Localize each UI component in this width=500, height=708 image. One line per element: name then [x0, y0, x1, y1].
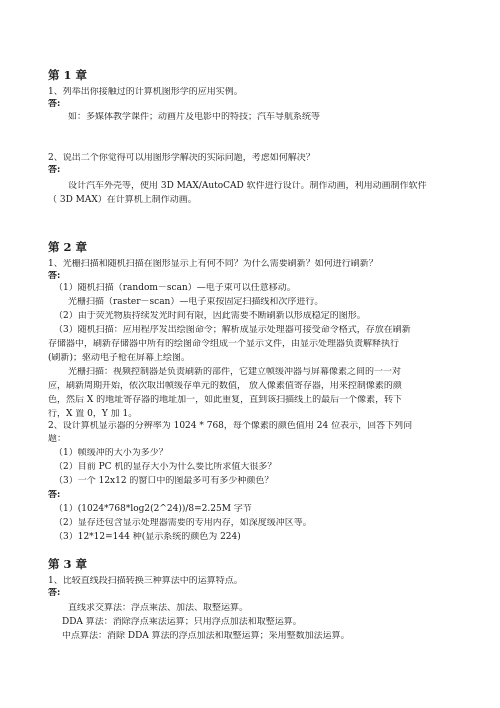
ch3-answer-label-1: 答: — [48, 588, 61, 598]
ch2-answer-1-line: (刷新)；驱动电子枪在屏幕上绘图。 — [48, 353, 191, 363]
ch2-question-2-line: 题： — [48, 434, 67, 444]
ch2-question-1: 1、光栅扫描和随机扫描在图形显示上有何不同？为什么需要刷新？如何进行刷新？ — [48, 259, 378, 269]
ch3-question-1: 1、比较直线段扫描转换三种算法中的运算特点。 — [48, 576, 243, 586]
ch2-answer-1-line: （3）随机扫描：应用程序发出绘图命令；解析成显示处理器可接受命令格式，存放在刷新 — [54, 325, 411, 335]
ch2-answer-label-2: 答: — [48, 490, 61, 500]
ch3-answer-1-line: DDA 算法：消除浮点乘法运算；只用浮点加法和取整运算。 — [62, 617, 302, 627]
ch2-answer-2-line: （3）12*12=144 种(显示系统的颜色为 224) — [54, 532, 241, 542]
ch2-answer-2-line: （1）(1024*768*log2(2^24))/8=2.25M 字节 — [54, 504, 252, 514]
ch1-answer-2-line-2: （ 3D MAX）在计算机上制作动画。 — [48, 195, 197, 205]
ch2-answer-1-line: 色，然后 X 的地址寄存器的地址加一，如此重复，直到该扫描线上的最后一个像素，转下 — [48, 395, 403, 405]
ch2-answer-1-line: （2）由于荧光物质持续发光时间有限，因此需要不断刷新以形成稳定的图形。 — [54, 311, 366, 321]
ch3-answer-1-line: 中点算法：消除 DDA 算法的浮点加法和取整运算；采用整数加法运算。 — [62, 631, 350, 641]
ch2-question-2-sub: （1）帧缓冲的大小为多少？ — [54, 448, 168, 458]
chapter-3-title: 第 3 章 — [48, 557, 88, 571]
ch2-answer-1-line: 行，X 置 0，Y 加 1。 — [48, 409, 138, 419]
ch1-question-1: 1、列举出你接触过的计算机图形学的应用实例。 — [48, 87, 243, 97]
ch1-answer-label-2: 答: — [48, 165, 61, 175]
ch2-answer-1-line: 应，刷新周期开始，依次取出帧缓存单元的数值， 放入像素值寄存器，用来控制像素的颜 — [48, 381, 402, 391]
ch1-answer-1: 如：多媒体教学课件；动画片及电影中的特技；汽车导航系统等 — [68, 112, 321, 122]
chapter-1-title: 第 1 章 — [48, 68, 88, 82]
ch2-answer-1-line: 光栅扫描（raster－scan）—电子束按固定扫描线和次序进行。 — [68, 297, 324, 307]
ch1-answer-label-1: 答: — [48, 99, 61, 109]
chapter-2-title: 第 2 章 — [48, 240, 88, 254]
ch2-answer-1-line: 存储器中，刷新存储器中所有的绘图命令组成一个显示文件，由显示处理器负责解释执行 — [48, 339, 400, 349]
ch2-question-2-line: 2、设计算机显示器的分辨率为 1024 * 768，每个像素的颜色值用 24 位表示，回答下列问 — [48, 421, 413, 431]
ch1-answer-2-line-1: 设计汽车外壳等，使用 3D MAX/AutoCAD 软件进行设计。制作动画，利用动画制作软件 — [68, 181, 427, 191]
ch2-answer-label-1: 答: — [48, 271, 61, 281]
ch2-question-2-sub: （2）目前 PC 机的显存大小为什么要比所求值大很多？ — [54, 462, 277, 472]
ch2-question-2-sub: （3）一个 12x12 的窗口中的图最多可有多少种颜色？ — [54, 476, 274, 486]
ch2-answer-1-line: （1）随机扫描（random－scan）—电子束可以任意移动。 — [54, 283, 296, 293]
ch2-answer-1-line: 光栅扫描：视频控制器是负责刷新的部件，它建立帧缓冲器与屏幕像素之间的一一对 — [68, 367, 402, 377]
ch2-answer-2-line: （2）显存还包含显示处理器需要的专用内存，如深度缓冲区等。 — [54, 518, 312, 528]
ch3-answer-1-line: 直线求交算法：浮点乘法、加法、取整运算。 — [68, 603, 249, 613]
ch1-question-2: 2、说出二个你觉得可以用图形学解决的实际问题，考虑如何解决？ — [48, 153, 315, 163]
